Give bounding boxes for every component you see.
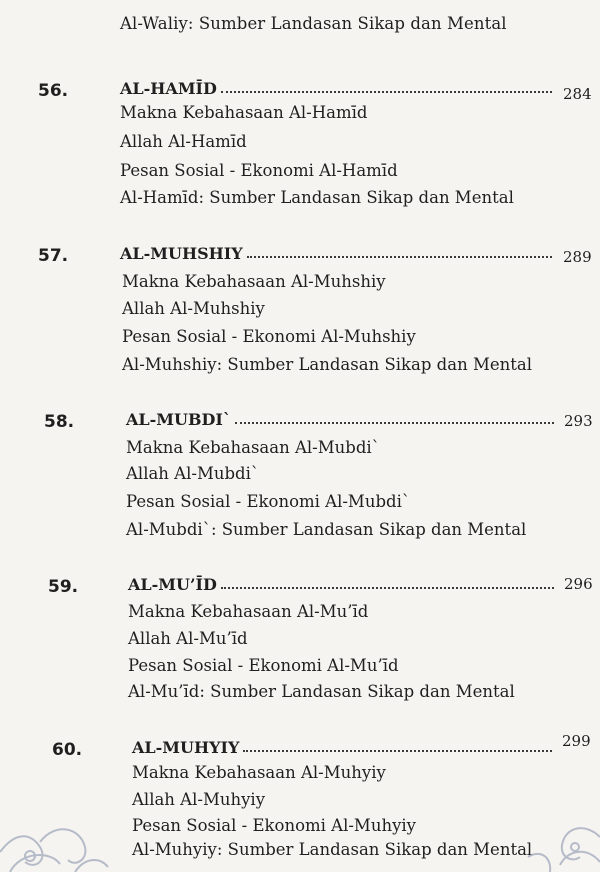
entry-title: AL-MUBDI` [126, 410, 231, 429]
entry-title-row[interactable] [120, 244, 560, 263]
entry-title: AL-MUHYIY [132, 738, 240, 757]
entry-number: 60. [52, 740, 83, 760]
toc-subentry[interactable]: Al-Mubdi`: Sumber Landasan Sikap dan Mental [126, 520, 527, 539]
entry-title-row[interactable] [120, 79, 560, 98]
toc-subentry[interactable]: Pesan Sosial - Ekonomi Al-Hamīd [120, 161, 398, 180]
entry-title-row[interactable] [132, 738, 560, 757]
floral-ornament-right-icon [520, 817, 600, 872]
entry-title: AL-MUHSHIY [120, 244, 243, 263]
toc-subentry[interactable]: Allah Al-Muhyiy [132, 790, 266, 809]
toc-subentry[interactable]: Al-Mu’īd: Sumber Landasan Sikap dan Mental [128, 682, 515, 701]
entry-number: 59. [48, 577, 79, 597]
page-number: 289 [563, 248, 592, 266]
leader-dots [221, 587, 554, 589]
page-number: 284 [563, 85, 592, 103]
toc-subentry[interactable]: Pesan Sosial - Ekonomi Al-Muhyiy [132, 816, 417, 835]
page-number: 299 [562, 732, 591, 750]
leader-dots [247, 256, 552, 258]
entry-number: 56. [38, 81, 69, 101]
entry-title-row[interactable] [126, 410, 562, 429]
entry-title: AL-MU’ĪD [128, 575, 217, 594]
floral-ornament-left-icon [0, 812, 110, 872]
entry-title: AL-HAMĪD [120, 79, 217, 98]
toc-subentry[interactable]: Allah Al-Hamīd [120, 132, 247, 151]
entry-number: 57. [38, 246, 69, 266]
toc-subentry[interactable]: Allah Al-Mu’īd [128, 629, 248, 648]
toc-subentry[interactable]: Pesan Sosial - Ekonomi Al-Mu’īd [128, 656, 399, 675]
toc-subentry[interactable]: Allah Al-Mubdi` [126, 464, 260, 483]
leader-dots [221, 91, 552, 93]
toc-subentry[interactable]: Allah Al-Muhshiy [122, 299, 265, 318]
toc-subentry[interactable]: Makna Kebahasaan Al-Hamīd [120, 103, 368, 122]
page-number: 293 [564, 412, 593, 430]
entry-number: 58. [44, 412, 75, 432]
leader-dots [243, 750, 552, 752]
toc-subentry: Al-Waliy: Sumber Landasan Sikap dan Mental [120, 14, 507, 33]
toc-subentry[interactable]: Pesan Sosial - Ekonomi Al-Mubdi` [126, 492, 411, 511]
toc-subentry[interactable]: Al-Hamīd: Sumber Landasan Sikap dan Mental [120, 188, 514, 207]
entry-title-row[interactable] [128, 575, 562, 594]
leader-dots [235, 422, 554, 424]
page-number: 296 [564, 575, 593, 593]
toc-subentry[interactable]: Pesan Sosial - Ekonomi Al-Muhshiy [122, 327, 416, 346]
toc-subentry[interactable]: Makna Kebahasaan Al-Muhyiy [132, 763, 386, 782]
toc-subentry[interactable]: Makna Kebahasaan Al-Muhshiy [122, 272, 386, 291]
toc-subentry[interactable]: Makna Kebahasaan Al-Mu’īd [128, 602, 369, 621]
toc-subentry[interactable]: Makna Kebahasaan Al-Mubdi` [126, 438, 380, 457]
toc-subentry[interactable]: Al-Muhyiy: Sumber Landasan Sikap dan Mental [132, 840, 533, 859]
toc-subentry[interactable]: Al-Muhshiy: Sumber Landasan Sikap dan Mental [122, 355, 532, 374]
